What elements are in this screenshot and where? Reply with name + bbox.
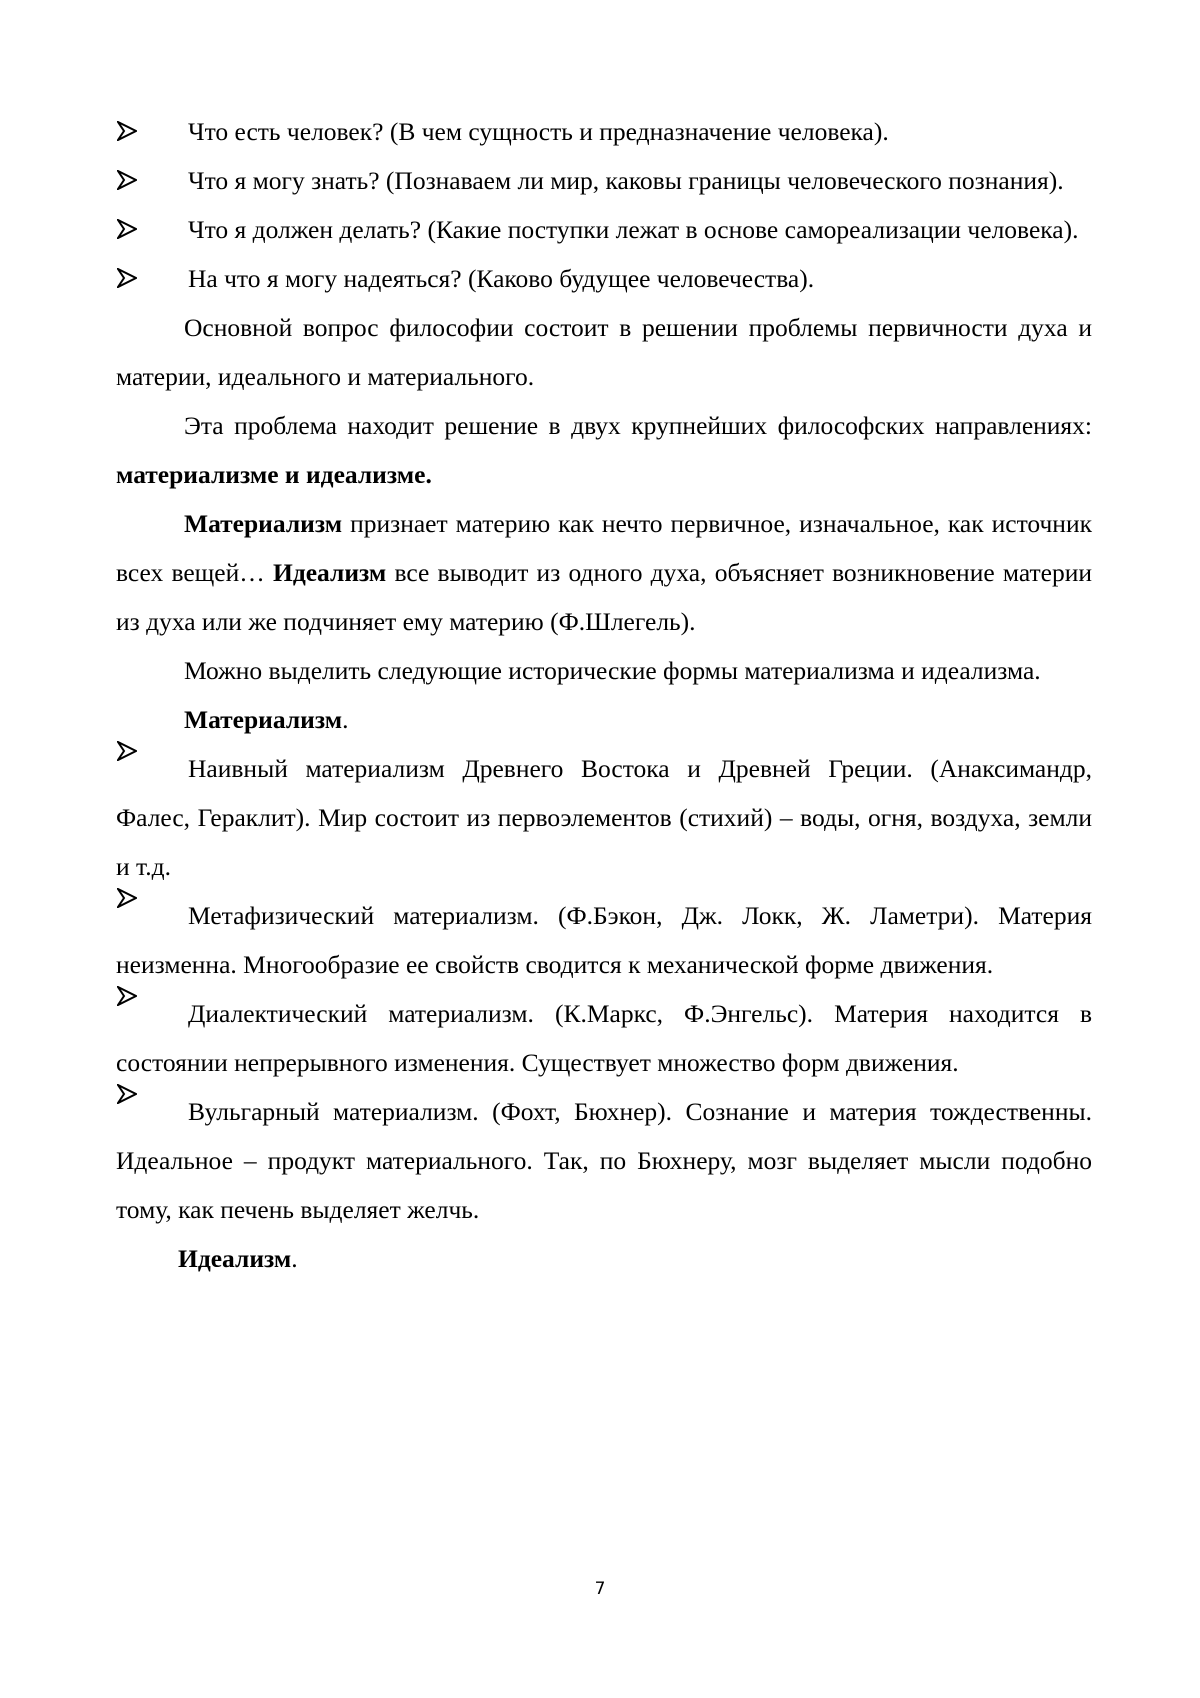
- heading-bold: Материализм: [184, 705, 343, 734]
- paragraph-main-question: Основной вопрос философии состоит в решении проблемы первичности духа и материи, идеального и материального.: [116, 313, 1092, 391]
- bold-term-idealism: Идеализм: [272, 558, 387, 587]
- paragraph-definitions: [116, 499, 1092, 646]
- list-item-text: Что я должен делать? (Какие поступки лежат в основе самореализации человека).: [188, 215, 1079, 244]
- list-item: [116, 744, 1092, 891]
- list-item: [116, 891, 1092, 989]
- bold-term-materialism: Материализм: [184, 509, 343, 538]
- heading-tail: .: [291, 1244, 298, 1273]
- paragraph-text: все выводит из одного духа, объясняет возникновение материи из духа или же подчиняет ему материю (Ф.Шлегель).: [116, 558, 1092, 636]
- list-item: [116, 156, 1092, 205]
- arrow-bullet-icon: [116, 107, 156, 156]
- list-item: [116, 107, 1092, 156]
- paragraph-historical-forms: Можно выделить следующие исторические формы материализма и идеализма.: [184, 656, 1041, 685]
- list-item-text: На что я могу надеяться? (Каково будущее человечества).: [188, 264, 815, 293]
- heading-tail: .: [342, 705, 349, 734]
- list-item-text: Что есть человек? (В чем сущность и предназначение человека).: [188, 117, 889, 146]
- paragraph-text: Эта проблема находит решение в двух крупнейших философских направлениях:: [184, 411, 1092, 440]
- section-heading-materialism: [116, 695, 1092, 744]
- section-heading-idealism: [116, 1234, 1092, 1283]
- list-item-text: Вульгарный материализм. (Фохт, Бюхнер). Сознание и материя тождественны. Идеальное – продукт материального. Так, по Бюхнеру, мозг выделяет мысли подобно тому, как печень выделяет желчь.: [116, 1097, 1092, 1224]
- arrow-bullet-icon: [116, 757, 156, 777]
- paragraph-directions: [116, 401, 1092, 499]
- list-item-text: Диалектический материализм. (К.Маркс, Ф.Энгельс). Материя находится в состоянии непрерывного изменения. Существует множество форм движения.: [116, 999, 1092, 1077]
- arrow-bullet-icon: [116, 1002, 156, 1022]
- arrow-bullet-icon: [116, 156, 156, 205]
- list-item-text: Метафизический материализм. (Ф.Бэкон, Дж. Локк, Ж. Ламетри). Материя неизменна. Многообразие ее свойств сводится к механической форме движения.: [116, 901, 1092, 979]
- list-item: [116, 989, 1092, 1087]
- arrow-bullet-icon: [116, 904, 156, 924]
- list-item-text: Наивный материализм Древнего Востока и Древней Греции. (Анаксимандр, Фалес, Гераклит). Мир состоит из первоэлементов (стихий) – воды, огня, воздуха, земли и т.д.: [116, 754, 1092, 881]
- list-item: [116, 1087, 1092, 1234]
- list-item-text: Что я могу знать? (Познаваем ли мир, каковы границы человеческого познания).: [188, 166, 1064, 195]
- list-item: [116, 254, 1092, 303]
- page-content: [116, 107, 1092, 1283]
- page-number: 7: [594, 1579, 606, 1599]
- bold-term: материализме и идеализме.: [116, 460, 432, 489]
- arrow-bullet-icon: [116, 254, 156, 303]
- arrow-bullet-icon: [116, 1100, 156, 1120]
- list-item: [116, 205, 1092, 254]
- arrow-bullet-icon: [116, 205, 156, 254]
- paragraph-text: признает материю как нечто первичное, изначальное, как источник всех вещей…: [116, 509, 1092, 587]
- heading-bold: Идеализм: [178, 1244, 292, 1273]
